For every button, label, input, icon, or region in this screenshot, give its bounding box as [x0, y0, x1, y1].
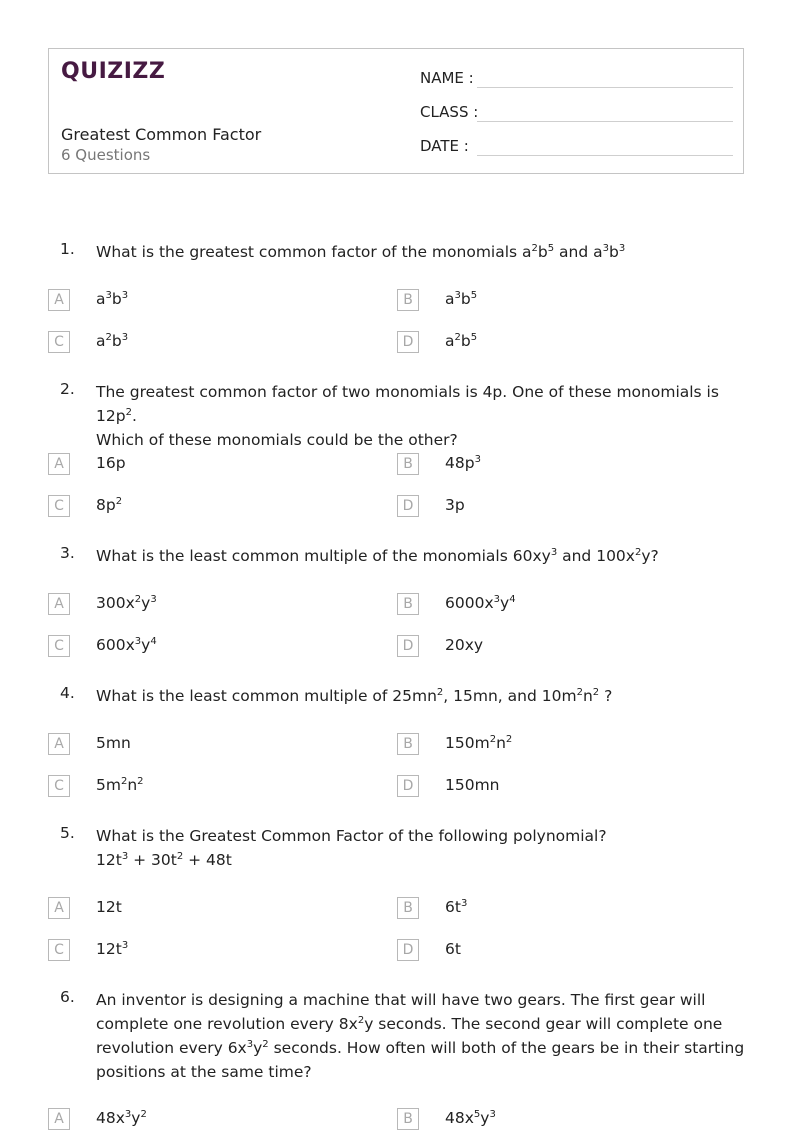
- option-letter-box: B: [397, 289, 419, 311]
- option-letter-box: B: [397, 453, 419, 475]
- option-text: $a^3b^5$: [445, 290, 478, 308]
- option-letter-box: D: [397, 495, 419, 517]
- question-text: The greatest common factor of two monomials is 4p. One of these monomials is $12p^2$. Which of these monomials could be the other?: [96, 383, 719, 449]
- date-line: [477, 155, 733, 156]
- question-text: An inventor is designing a machine that will have two gears. The first gear will complete one revolution every $8x^2y$ seconds. The second gear will complete one revolution every $6x^3y^2$ seconds. How often will both of the gears be in their starting positions at the same time?: [96, 991, 745, 1081]
- option-letter-box: B: [397, 897, 419, 919]
- option-text: $a^3b^3$: [96, 290, 129, 308]
- question-text: What is the Greatest Common Factor of the following polynomial? $12t^3 + 30t^2 + 48t$: [96, 827, 607, 869]
- option-text: 6t: [445, 940, 461, 958]
- class-line: [477, 121, 733, 122]
- question-number: 5.: [60, 824, 75, 842]
- question-number: 2.: [60, 380, 75, 398]
- option-letter-box: A: [48, 289, 70, 311]
- option-letter-box: C: [48, 939, 70, 961]
- option-text: $5m^2n^2$: [96, 776, 144, 794]
- option-text: $6000x^3y^4$: [445, 594, 516, 612]
- option-letter-box: D: [397, 939, 419, 961]
- question-text: What is the least common multiple of the monomials $60xy^3$ and $100x^2y$?: [96, 547, 659, 565]
- option-text: 3p: [445, 496, 465, 514]
- option-text: $6t^3$: [445, 898, 468, 916]
- option-letter-box: C: [48, 495, 70, 517]
- question-number: 6.: [60, 988, 75, 1006]
- question-number: 1.: [60, 240, 75, 258]
- date-label: DATE :: [420, 137, 469, 155]
- option-letter-box: A: [48, 593, 70, 615]
- option-letter-box: C: [48, 331, 70, 353]
- option-letter-box: C: [48, 775, 70, 797]
- option-letter-box: A: [48, 733, 70, 755]
- option-text: 16p: [96, 454, 126, 472]
- question-number: 3.: [60, 544, 75, 562]
- option-text: $600x^3y^4$: [96, 636, 157, 654]
- option-text: $8p^2$: [96, 496, 123, 514]
- option-letter-box: A: [48, 1108, 70, 1130]
- option-text: 150mn: [445, 776, 500, 794]
- option-letter-box: D: [397, 635, 419, 657]
- question-number: 4.: [60, 684, 75, 702]
- option-text: $48x^3y^2$: [96, 1109, 147, 1127]
- option-letter-box: A: [48, 453, 70, 475]
- option-text: $48p^3$: [445, 454, 481, 472]
- name-label: NAME :: [420, 69, 474, 87]
- option-letter-box: A: [48, 897, 70, 919]
- option-letter-box: D: [397, 775, 419, 797]
- option-letter-box: D: [397, 331, 419, 353]
- option-text: $150m^2n^2$: [445, 734, 513, 752]
- option-letter-box: B: [397, 1108, 419, 1130]
- question-count: 6 Questions: [61, 146, 151, 164]
- name-line: [477, 87, 733, 88]
- option-letter-box: B: [397, 593, 419, 615]
- option-text: $a^2b^3$: [96, 332, 129, 350]
- quizizz-logo: QUIZIZZ: [61, 59, 166, 84]
- option-text: $a^2b^5$: [445, 332, 478, 350]
- option-letter-box: C: [48, 635, 70, 657]
- option-text: 20xy: [445, 636, 484, 654]
- option-letter-box: B: [397, 733, 419, 755]
- worksheet-header: [48, 48, 744, 174]
- class-label: CLASS :: [420, 103, 479, 121]
- option-text: 12t: [96, 898, 122, 916]
- option-text: $300x^2y^3$: [96, 594, 157, 612]
- question-text: What is the greatest common factor of the monomials $a^2b^5$ and $a^3b^3$: [96, 243, 626, 261]
- question-text: What is the least common multiple of $25mn^2$, 15mn, and $10m^2n^2$ ?: [96, 687, 613, 705]
- option-text: 5mn: [96, 734, 131, 752]
- option-text: $12t^3$: [96, 940, 129, 958]
- option-text: $48x^5y^3$: [445, 1109, 496, 1127]
- worksheet-title: Greatest Common Factor: [61, 125, 262, 144]
